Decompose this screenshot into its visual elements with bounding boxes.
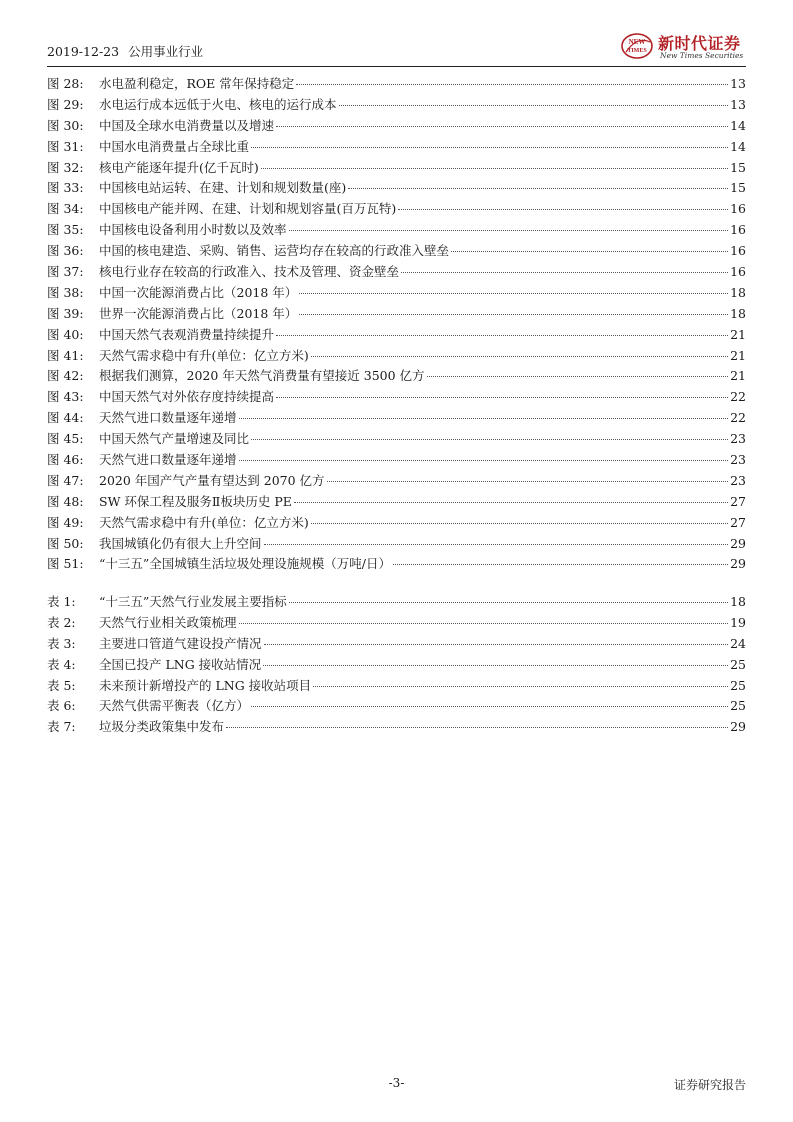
figure-entry-title: 核电行业存在较高的行政准入、技术及管理、资金壁垒 bbox=[99, 264, 400, 280]
figure-entry-title: SW 环保工程及服务Ⅱ板块历史 PE bbox=[99, 493, 292, 509]
figure-entry-title: 天然气需求稳中有升(单位：亿立方米) bbox=[99, 514, 309, 530]
figure-entry[interactable] bbox=[47, 408, 746, 429]
dot-leader bbox=[294, 502, 728, 503]
figure-entry-page: 23 bbox=[730, 472, 746, 488]
dot-leader bbox=[251, 147, 728, 148]
figure-entry-title: 中国核电站运转、在建、计划和规划数量(座) bbox=[99, 180, 347, 196]
dot-leader bbox=[251, 706, 728, 707]
figure-entry-title: 中国及全球水电消费量以及增速 bbox=[99, 117, 275, 133]
figure-entry-title: 水电盈利稳定，ROE 常年保持稳定 bbox=[99, 76, 295, 91]
figure-entry-page: 27 bbox=[730, 514, 746, 530]
brand-logo bbox=[620, 32, 746, 60]
table-entry-page: 18 bbox=[730, 594, 746, 609]
dot-leader bbox=[264, 544, 729, 545]
report-date: 2019-12-23 bbox=[47, 44, 120, 59]
dot-leader bbox=[261, 168, 728, 169]
dot-leader bbox=[239, 418, 729, 419]
figure-entry[interactable] bbox=[47, 74, 746, 95]
figure-entry-page: 18 bbox=[730, 305, 746, 321]
figure-entry-title: 中国天然气对外依存度持续提高 bbox=[99, 389, 275, 405]
svg-text:TIMES: TIMES bbox=[627, 48, 647, 54]
table-entry-title: 主要进口管道气建设投产情况 bbox=[99, 635, 262, 651]
table-entry-page: 24 bbox=[730, 635, 746, 651]
figure-entry-page: 22 bbox=[730, 410, 746, 426]
table-entry[interactable] bbox=[47, 634, 746, 655]
brand-name-cn: 新时代证券 bbox=[658, 34, 741, 53]
footer-label: 证券研究报告 bbox=[673, 1078, 746, 1092]
figure-entry-page: 27 bbox=[730, 493, 746, 509]
figure-entry-page: 15 bbox=[730, 180, 746, 196]
table-entry-number: 表 3: bbox=[47, 635, 76, 651]
figure-entry-title: 世界一次能源消费占比（2018 年） bbox=[99, 305, 298, 321]
table-entry-page: 19 bbox=[730, 614, 746, 630]
figure-entry-number: 图 29: bbox=[47, 96, 84, 112]
figure-entry-number: 图 36: bbox=[47, 243, 84, 259]
dot-leader bbox=[251, 439, 728, 440]
figure-entry[interactable] bbox=[47, 304, 746, 325]
figure-entry-number: 图 38: bbox=[47, 284, 84, 300]
table-entry-page: 29 bbox=[730, 719, 746, 735]
figure-entry-number: 图 50: bbox=[47, 535, 84, 551]
table-entry[interactable] bbox=[47, 676, 746, 697]
dot-leader bbox=[311, 523, 728, 524]
table-entry-title: 天然气行业相关政策梳理 bbox=[99, 614, 237, 630]
figure-entry-title: 天然气需求稳中有升(单位：亿立方米) bbox=[99, 347, 309, 363]
figure-entry[interactable] bbox=[47, 534, 746, 555]
figure-entry-number: 图 46: bbox=[47, 452, 84, 468]
dot-leader bbox=[427, 376, 729, 377]
figure-entry-number: 图 41: bbox=[47, 347, 84, 363]
figure-entry-page: 16 bbox=[730, 243, 746, 259]
dot-leader bbox=[299, 314, 728, 315]
figure-entry-number: 图 32: bbox=[47, 159, 84, 175]
figure-entry-title: 根据我们测算，2020 年天然气消费量有望接近 3500 亿方 bbox=[99, 368, 425, 384]
table-entry-number: 表 1: bbox=[47, 594, 76, 609]
table-index bbox=[47, 592, 746, 738]
figure-entry-page: 21 bbox=[730, 368, 746, 384]
figure-entry-page: 16 bbox=[730, 201, 746, 217]
figure-entry-number: 图 51: bbox=[47, 556, 84, 572]
figure-entry-number: 图 47: bbox=[47, 472, 84, 488]
figure-entry[interactable] bbox=[47, 554, 746, 575]
table-entry-page: 25 bbox=[730, 656, 746, 672]
figure-entry-title: 中国水电消费量占全球比重 bbox=[99, 138, 250, 154]
figure-entry-number: 图 40: bbox=[47, 326, 84, 342]
figure-entry[interactable] bbox=[47, 241, 746, 262]
figure-entry[interactable] bbox=[47, 513, 746, 534]
svg-text:NEW: NEW bbox=[628, 38, 646, 46]
figure-index bbox=[47, 74, 746, 575]
figure-entry-number: 图 30: bbox=[47, 117, 84, 133]
header-divider bbox=[47, 66, 746, 67]
figure-entry-page: 23 bbox=[730, 452, 746, 468]
table-entry-number: 表 4: bbox=[47, 656, 76, 672]
figure-entry-title: 中国一次能源消费占比（2018 年） bbox=[99, 284, 298, 300]
figure-entry-page: 22 bbox=[730, 389, 746, 405]
figure-entry-title: 中国核电产能并网、在建、计划和规划容量(百万瓦特) bbox=[99, 201, 397, 217]
page-header bbox=[47, 30, 746, 65]
figure-entry-page: 29 bbox=[730, 556, 746, 572]
figure-entry[interactable] bbox=[47, 262, 746, 283]
figure-entry-page: 14 bbox=[730, 138, 746, 154]
dot-leader bbox=[401, 272, 728, 273]
figure-entry-number: 图 49: bbox=[47, 514, 84, 530]
figure-entry-title: 中国天然气表观消费量持续提升 bbox=[99, 326, 275, 342]
figure-entry-number: 图 48: bbox=[47, 493, 84, 509]
figure-entry-number: 图 42: bbox=[47, 368, 84, 384]
figure-entry-page: 21 bbox=[730, 347, 746, 363]
dot-leader bbox=[311, 356, 728, 357]
dot-leader bbox=[398, 209, 728, 210]
figure-entry-title: 中国天然气产量增速及同比 bbox=[99, 431, 250, 447]
dot-leader bbox=[313, 686, 728, 687]
figure-entry-number: 图 35: bbox=[47, 222, 84, 238]
figure-entry[interactable] bbox=[47, 283, 746, 304]
dot-leader bbox=[239, 623, 729, 624]
dot-leader bbox=[263, 665, 728, 666]
table-entry-title: 未来预计新增投产的 LNG 接收站项目 bbox=[99, 677, 312, 693]
figure-entry-page: 18 bbox=[730, 284, 746, 300]
figure-entry-number: 图 43: bbox=[47, 389, 84, 405]
figure-entry-page: 29 bbox=[730, 535, 746, 551]
dot-leader bbox=[226, 727, 728, 728]
figure-entry-number: 图 37: bbox=[47, 264, 84, 280]
figure-entry-page: 15 bbox=[730, 159, 746, 175]
dot-leader bbox=[296, 84, 728, 85]
figure-entry-title: 中国的核电建造、采购、销售、运营均存在较高的行政准入壁垒 bbox=[99, 243, 450, 259]
figure-entry[interactable] bbox=[47, 492, 746, 513]
table-entry-title: 垃圾分类政策集中发布 bbox=[99, 719, 225, 735]
table-entry[interactable] bbox=[47, 613, 746, 634]
table-entry-title: “十三五”天然气行业发展主要指标 bbox=[99, 594, 287, 609]
figure-entry-number: 图 39: bbox=[47, 305, 84, 321]
figure-entry-number: 图 44: bbox=[47, 410, 84, 426]
new-times-logo-icon bbox=[620, 32, 654, 60]
dot-leader bbox=[239, 460, 729, 461]
table-entry[interactable] bbox=[47, 717, 746, 738]
dot-leader bbox=[299, 293, 728, 294]
figure-entry[interactable] bbox=[47, 95, 746, 116]
figure-entry-page: 13 bbox=[730, 96, 746, 112]
dot-leader bbox=[276, 397, 728, 398]
brand-name-en: New Times Securities bbox=[660, 51, 744, 60]
figure-entry[interactable] bbox=[47, 450, 746, 471]
figure-entry[interactable] bbox=[47, 178, 746, 199]
figure-entry[interactable] bbox=[47, 366, 746, 387]
industry-name: 公用事业行业 bbox=[128, 44, 204, 59]
figure-entry[interactable] bbox=[47, 325, 746, 346]
dot-leader bbox=[339, 105, 729, 106]
figure-entry-title: 核电产能逐年提升(亿千瓦时) bbox=[99, 159, 259, 175]
dot-leader bbox=[276, 335, 728, 336]
figure-entry-number: 图 34: bbox=[47, 201, 84, 217]
figure-entry[interactable] bbox=[47, 471, 746, 492]
table-entry[interactable] bbox=[47, 696, 746, 717]
table-entry[interactable] bbox=[47, 592, 746, 613]
page-number: -3- bbox=[388, 1076, 405, 1090]
figure-entry-title: 水电运行成本远低于火电、核电的运行成本 bbox=[99, 96, 337, 112]
figure-entry-title: “十三五”全国城镇生活垃圾处理设施规模（万吨/日） bbox=[99, 556, 391, 572]
table-entry-number: 表 7: bbox=[47, 719, 76, 735]
dot-leader bbox=[289, 230, 729, 231]
figure-entry-title: 中国核电设备利用小时数以及效率 bbox=[99, 222, 287, 238]
dot-leader bbox=[264, 644, 729, 645]
dot-leader bbox=[276, 126, 728, 127]
table-entry-number: 表 2: bbox=[47, 614, 76, 630]
table-entry-page: 25 bbox=[730, 698, 746, 714]
figure-entry[interactable] bbox=[47, 387, 746, 408]
dot-leader bbox=[289, 602, 728, 603]
table-entry-number: 表 5: bbox=[47, 677, 76, 693]
figure-entry-title: 2020 年国产气产量有望达到 2070 亿方 bbox=[99, 472, 325, 488]
dot-leader bbox=[327, 481, 729, 482]
table-entry-title: 天然气供需平衡表（亿方） bbox=[99, 698, 250, 714]
table-entry-page: 25 bbox=[730, 677, 746, 693]
figure-entry-page: 23 bbox=[730, 431, 746, 447]
figure-entry[interactable] bbox=[47, 346, 746, 367]
figure-entry-page: 16 bbox=[730, 264, 746, 280]
dot-leader bbox=[348, 188, 728, 189]
figure-entry[interactable] bbox=[47, 158, 746, 179]
figure-entry[interactable] bbox=[47, 137, 746, 158]
figure-entry-page: 14 bbox=[730, 117, 746, 133]
dot-leader bbox=[393, 564, 728, 565]
figure-entry-title: 天然气进口数量逐年递增 bbox=[99, 452, 237, 468]
figure-entry-number: 图 33: bbox=[47, 180, 84, 196]
figure-entry[interactable] bbox=[47, 220, 746, 241]
figure-entry-title: 天然气进口数量逐年递增 bbox=[99, 410, 237, 426]
figure-entry-title: 我国城镇化仍有很大上升空间 bbox=[99, 535, 262, 551]
figure-entry[interactable] bbox=[47, 429, 746, 450]
figure-entry[interactable] bbox=[47, 116, 746, 137]
table-entry[interactable] bbox=[47, 655, 746, 676]
figure-entry-number: 图 28: bbox=[47, 76, 84, 91]
figure-entry-page: 13 bbox=[730, 76, 746, 91]
figure-entry-number: 图 45: bbox=[47, 431, 84, 447]
dot-leader bbox=[451, 251, 728, 252]
figure-entry-number: 图 31: bbox=[47, 138, 84, 154]
header-info bbox=[47, 42, 203, 60]
table-entry-number: 表 6: bbox=[47, 698, 76, 714]
figure-entry-page: 16 bbox=[730, 222, 746, 238]
figure-entry[interactable] bbox=[47, 199, 746, 220]
table-entry-title: 全国已投产 LNG 接收站情况 bbox=[99, 656, 262, 672]
figure-entry-page: 21 bbox=[730, 326, 746, 342]
